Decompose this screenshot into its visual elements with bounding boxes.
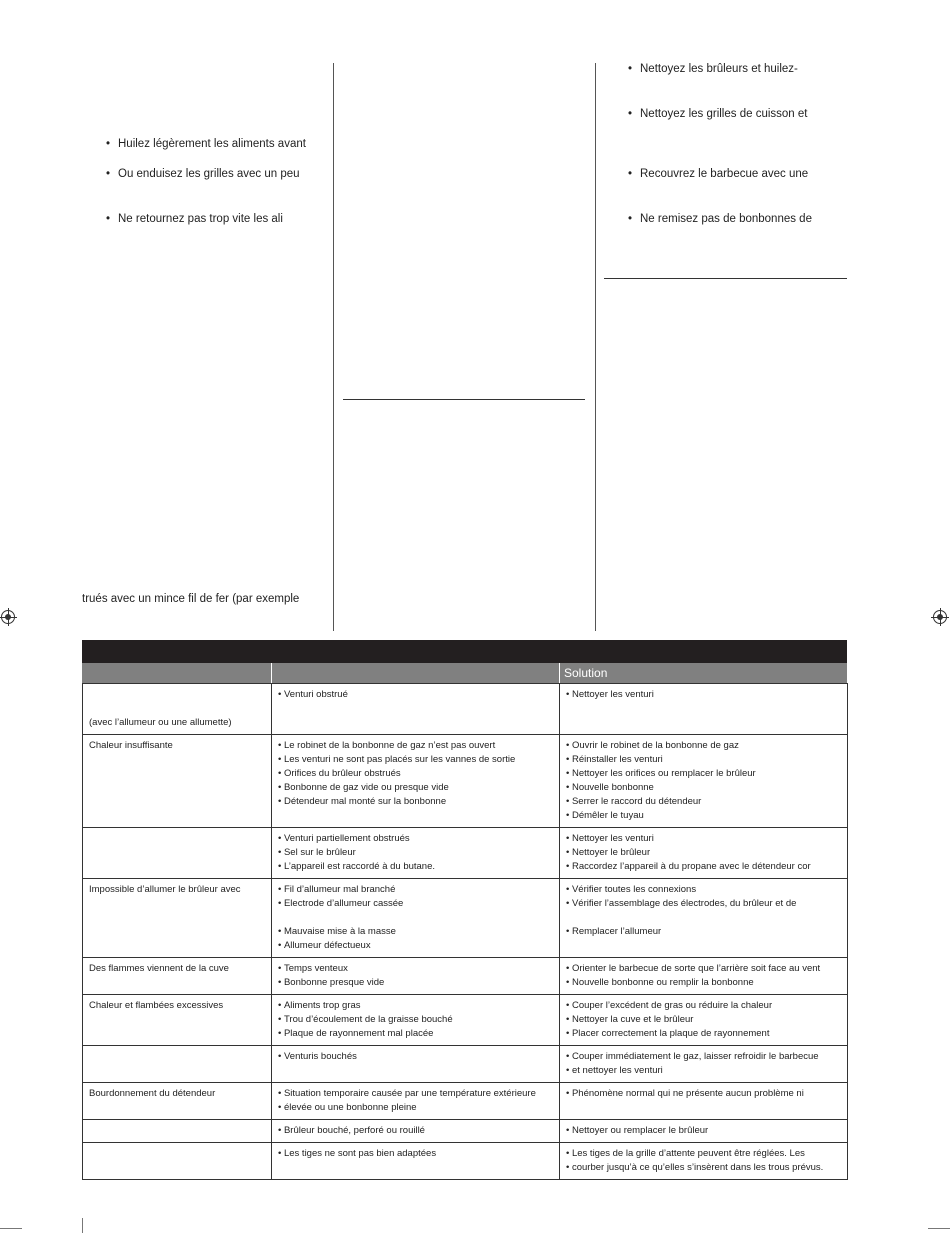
causes-text: • Sel sur le brûleur xyxy=(278,846,559,860)
registration-mark-left xyxy=(1,610,15,624)
solutions-cell xyxy=(560,1120,848,1143)
solutions-text: • Démêler le tuyau xyxy=(566,809,847,823)
problem-text: Chaleur insuffisante xyxy=(89,740,173,751)
solutions-cell xyxy=(560,735,848,828)
causes-cell xyxy=(272,995,560,1046)
table-row xyxy=(83,1120,848,1143)
header-problem xyxy=(82,663,271,683)
causes-cell xyxy=(272,684,560,735)
solutions-text: • Nettoyer ou remplacer le brûleur xyxy=(566,1124,847,1138)
causes-cell xyxy=(272,879,560,958)
problem-text xyxy=(89,702,271,716)
crop-mark xyxy=(0,1228,22,1229)
solutions-cell xyxy=(560,684,848,735)
causes-text: • Venturi obstrué xyxy=(278,688,559,702)
causes-text: • Détendeur mal monté sur la bonbonne xyxy=(278,795,559,809)
solutions-text: • Serrer le raccord du détendeur xyxy=(566,795,847,809)
solutions-text: • Nettoyer la cuve et le brûleur xyxy=(566,1013,847,1027)
causes-text: • Aliments trop gras xyxy=(278,999,559,1013)
table-row xyxy=(83,958,848,995)
col1-bullet-1: • Huilez légèrement les aliments avant xyxy=(118,137,306,151)
problem-cell xyxy=(83,735,272,828)
table-row xyxy=(83,1143,848,1180)
problem-text: (avec l’allumeur ou une allumette) xyxy=(89,717,232,728)
causes-text xyxy=(278,911,559,925)
causes-cell xyxy=(272,1120,560,1143)
solutions-text: • Nettoyer le brûleur xyxy=(566,846,847,860)
causes-text: • Electrode d’allumeur cassée xyxy=(278,897,559,911)
causes-text: • Venturis bouchés xyxy=(278,1050,559,1064)
col1-bottom-text: trués avec un mince fil de fer (par exemple xyxy=(82,593,300,605)
causes-cell xyxy=(272,1143,560,1180)
solutions-text: • Couper immédiatement le gaz, laisser refroidir le barbecue xyxy=(566,1050,847,1064)
causes-text: • Brûleur bouché, perforé ou rouillé xyxy=(278,1124,559,1138)
solutions-text: • Raccordez l’appareil à du propane avec le détendeur cor xyxy=(566,860,847,874)
header-solution: Solution xyxy=(564,666,608,680)
causes-text: • Mauvaise mise à la masse xyxy=(278,925,559,939)
causes-text: • élevée ou une bonbonne pleine xyxy=(278,1101,559,1115)
header-cause xyxy=(272,663,559,683)
solutions-cell xyxy=(560,1143,848,1180)
problem-cell xyxy=(83,1143,272,1180)
solutions-text: • Vérifier toutes les connexions xyxy=(566,883,847,897)
solutions-text: • Nettoyer les venturi xyxy=(566,832,847,846)
causes-cell xyxy=(272,828,560,879)
solutions-text: • Nettoyer les venturi xyxy=(566,688,847,702)
table-row xyxy=(83,828,848,879)
problem-text xyxy=(89,688,271,702)
causes-text: • Temps venteux xyxy=(278,962,559,976)
causes-text: • Fil d’allumeur mal branché xyxy=(278,883,559,897)
crop-mark xyxy=(82,1218,83,1233)
table-title-bar xyxy=(82,640,847,663)
problem-cell xyxy=(83,879,272,958)
registration-mark-right xyxy=(933,610,947,624)
causes-text: • Les venturi ne sont pas placés sur les vannes de sortie xyxy=(278,753,559,767)
problem-cell xyxy=(83,995,272,1046)
solutions-cell xyxy=(560,958,848,995)
table-row xyxy=(83,735,848,828)
causes-text: • Plaque de rayonnement mal placée xyxy=(278,1027,559,1041)
solutions-cell xyxy=(560,879,848,958)
col3-bullet-1: • Nettoyez les brûleurs et huilez- xyxy=(640,62,798,76)
causes-cell xyxy=(272,1083,560,1120)
col1-bullet-3: • Ne retournez pas trop vite les ali xyxy=(118,212,283,226)
column-divider-right xyxy=(595,63,596,631)
solutions-cell xyxy=(560,1083,848,1120)
solutions-text: • Remplacer l’allumeur xyxy=(566,925,847,939)
solutions-text: • Vérifier l’assemblage des électrodes, du brûleur et de xyxy=(566,897,847,911)
causes-cell xyxy=(272,1046,560,1083)
causes-text: • Orifices du brûleur obstrués xyxy=(278,767,559,781)
causes-cell xyxy=(272,735,560,828)
solutions-text: • Phénomène normal qui ne présente aucun problème ni xyxy=(566,1087,847,1101)
col1-bullet-2: • Ou enduisez les grilles avec un peu xyxy=(118,167,300,181)
problem-text: Bourdonnement du détendeur xyxy=(89,1088,216,1099)
solutions-text: • et nettoyer les venturi xyxy=(566,1064,847,1078)
problem-text: Chaleur et flambées excessives xyxy=(89,1000,224,1011)
problem-cell xyxy=(83,828,272,879)
solutions-text: • Nouvelle bonbonne ou remplir la bonbonne xyxy=(566,976,847,990)
problem-text: Impossible d’allumer le brûleur avec xyxy=(89,884,241,895)
table-row xyxy=(83,879,848,958)
crop-mark xyxy=(928,1228,950,1229)
causes-cell xyxy=(272,958,560,995)
problem-cell xyxy=(83,1046,272,1083)
solutions-text: • Réinstaller les venturi xyxy=(566,753,847,767)
causes-text: • Bonbonne de gaz vide ou presque vide xyxy=(278,781,559,795)
causes-text: • Les tiges ne sont pas bien adaptées xyxy=(278,1147,559,1161)
problem-cell xyxy=(83,1083,272,1120)
table-column-headers xyxy=(82,663,847,683)
col3-bullet-3: • Recouvrez le barbecue avec une xyxy=(640,167,808,181)
solutions-cell xyxy=(560,1046,848,1083)
problem-text: Des flammes viennent de la cuve xyxy=(89,963,229,974)
col3-bullet-4: • Ne remisez pas de bonbonnes de xyxy=(640,212,812,226)
causes-text: • Situation temporaire causée par une température extérieure xyxy=(278,1087,559,1101)
solutions-text: • courber jusqu’à ce qu’elles s’insèrent dans les trous prévus. xyxy=(566,1161,847,1175)
solutions-text: • Les tiges de la grille d’attente peuvent être réglées. Les xyxy=(566,1147,847,1161)
solutions-cell xyxy=(560,995,848,1046)
troubleshooting-table xyxy=(82,683,848,1180)
causes-text: • Allumeur défectueux xyxy=(278,939,559,953)
solutions-text: • Couper l’excédent de gras ou réduire la chaleur xyxy=(566,999,847,1013)
solutions-text: • Orienter le barbecue de sorte que l’arrière soit face au vent xyxy=(566,962,847,976)
causes-text: • L’appareil est raccordé à du butane. xyxy=(278,860,559,874)
table-row xyxy=(83,995,848,1046)
causes-text: • Trou d’écoulement de la graisse bouché xyxy=(278,1013,559,1027)
problem-cell xyxy=(83,958,272,995)
table-row xyxy=(83,1046,848,1083)
causes-text: • Bonbonne presque vide xyxy=(278,976,559,990)
col3-section-rule xyxy=(604,278,847,279)
solutions-text: • Ouvrir le robinet de la bonbonne de gaz xyxy=(566,739,847,753)
causes-text: • Le robinet de la bonbonne de gaz n’est pas ouvert xyxy=(278,739,559,753)
solutions-text: • Nouvelle bonbonne xyxy=(566,781,847,795)
causes-text: • Venturi partiellement obstrués xyxy=(278,832,559,846)
col2-section-rule xyxy=(343,399,585,400)
table-row xyxy=(83,1083,848,1120)
solutions-text: • Placer correctement la plaque de rayonnement xyxy=(566,1027,847,1041)
solutions-text xyxy=(566,911,847,925)
solutions-cell xyxy=(560,828,848,879)
solutions-text: • Nettoyer les orifices ou remplacer le brûleur xyxy=(566,767,847,781)
column-divider-left xyxy=(333,63,334,631)
problem-cell xyxy=(83,1120,272,1143)
table-row xyxy=(83,684,848,735)
problem-cell xyxy=(83,684,272,735)
col3-bullet-2: • Nettoyez les grilles de cuisson et xyxy=(640,107,807,121)
